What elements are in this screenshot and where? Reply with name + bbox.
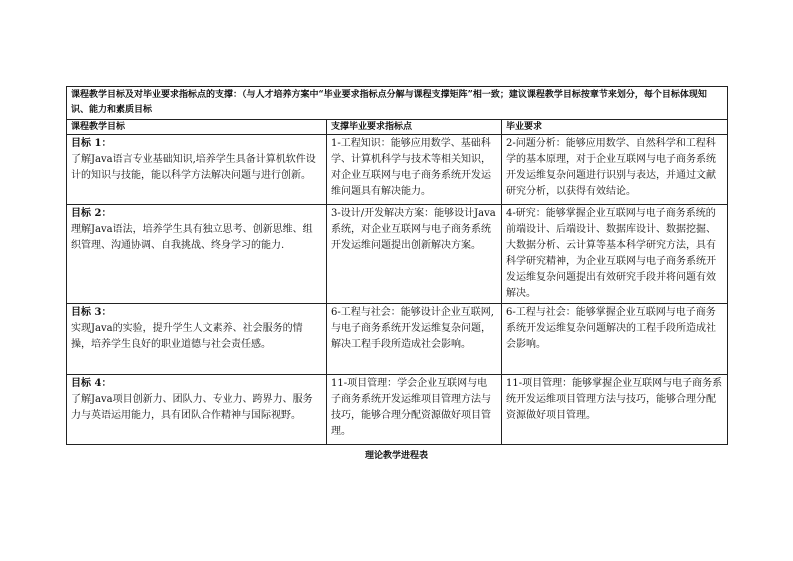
objective-text: 实现Java的实验，提升学生人文素养、社会服务的情操，培养学生良好的职业道德与社会责任感。 — [71, 323, 303, 350]
objective-title: 目标 1： — [71, 138, 112, 149]
requirement-cell: 6-工程与社会：能够掌握企业互联网与电子商务系统开发运维复杂问题解决的工程手段所造成社会影响。 — [502, 304, 728, 375]
table-row — [67, 304, 728, 375]
objective-cell — [67, 205, 327, 304]
indicator-cell: 1-工程知识：能够应用数学、基础科学、计算机科学与技术等相关知识，对企业互联网与电子商务系统开发运维问题具有解决能力。 — [327, 135, 502, 205]
table-row — [67, 135, 728, 205]
table-row — [67, 375, 728, 445]
objective-text: 了解Java项目创新力、团队力、专业力、跨界力、服务力与英语运用能力，具有团队合作精神与国际视野。 — [71, 394, 313, 421]
objective-title: 目标 2： — [71, 208, 112, 219]
indicator-cell: 6-工程与社会：能够设计企业互联网,与电子商务系统开发运维复杂问题，解决工程手段所造成社会影响。 — [327, 304, 502, 375]
objective-text: 了解Java语言专业基础知识,培养学生具备计算机软件设计的知识与技能，能以科学方法解决问题与进行创新。 — [71, 154, 316, 181]
column-header-row — [67, 120, 728, 135]
objective-cell — [67, 375, 327, 445]
objective-title: 目标 3： — [71, 307, 112, 318]
table-row — [67, 205, 728, 304]
objective-cell — [67, 304, 327, 375]
column-header-objectives: 课程教学目标 — [67, 120, 327, 135]
column-header-indicators: 支撑毕业要求指标点 — [327, 120, 502, 135]
objective-text: 理解Java语法，培养学生具有独立思考、创新思维、组织管理、沟通协调、自我挑战、终身学习的能力. — [71, 224, 313, 251]
objective-title: 目标 4： — [71, 378, 112, 389]
course-objectives-table — [66, 86, 728, 445]
section-caption: 理论教学进程表 — [364, 451, 428, 461]
requirement-cell: 4-研究：能够掌握企业互联网与电子商务系统的前端设计、后端设计、数据库设计、数据挖掘、大数据分析、云计算等基本科学研究方法，具有科学研究精神，为企业互联网与电子商务系统开发运维复杂问题提出有效研究手段并将问题有效解决。 — [502, 205, 728, 304]
column-header-requirements: 毕业要求 — [502, 120, 728, 135]
requirement-cell: 11-项目管理：能够掌握企业互联网与电子商务系统开发运维项目管理方法与技巧，能够合理分配资源做好项目管理。 — [502, 375, 728, 445]
table-heading: 课程教学目标及对毕业要求指标点的支撑：（与人才培养方案中“毕业要求指标点分解与课程支撑矩阵”相一致；建议课程教学目标按章节来划分，每个目标体现知识、能力和素质目标 — [67, 87, 728, 120]
requirement-cell: 2-问题分析：能够应用数学、自然科学和工程科学的基本原理，对于企业互联网与电子商务系统开发运维复杂问题进行识别与表达，并通过文献研究分析，以获得有效结论。 — [502, 135, 728, 205]
objective-cell — [67, 135, 327, 205]
indicator-cell: 3-设计/开发解决方案：能够设计Java系统，对企业互联网与电子商务系统开发运维问题提出创新解决方案。 — [327, 205, 502, 304]
indicator-cell: 11-项目管理：学会企业互联网与电子商务系统开发运维项目管理方法与技巧，能够合理分配资源做好项目管理。 — [327, 375, 502, 445]
table-heading-row — [67, 87, 728, 120]
